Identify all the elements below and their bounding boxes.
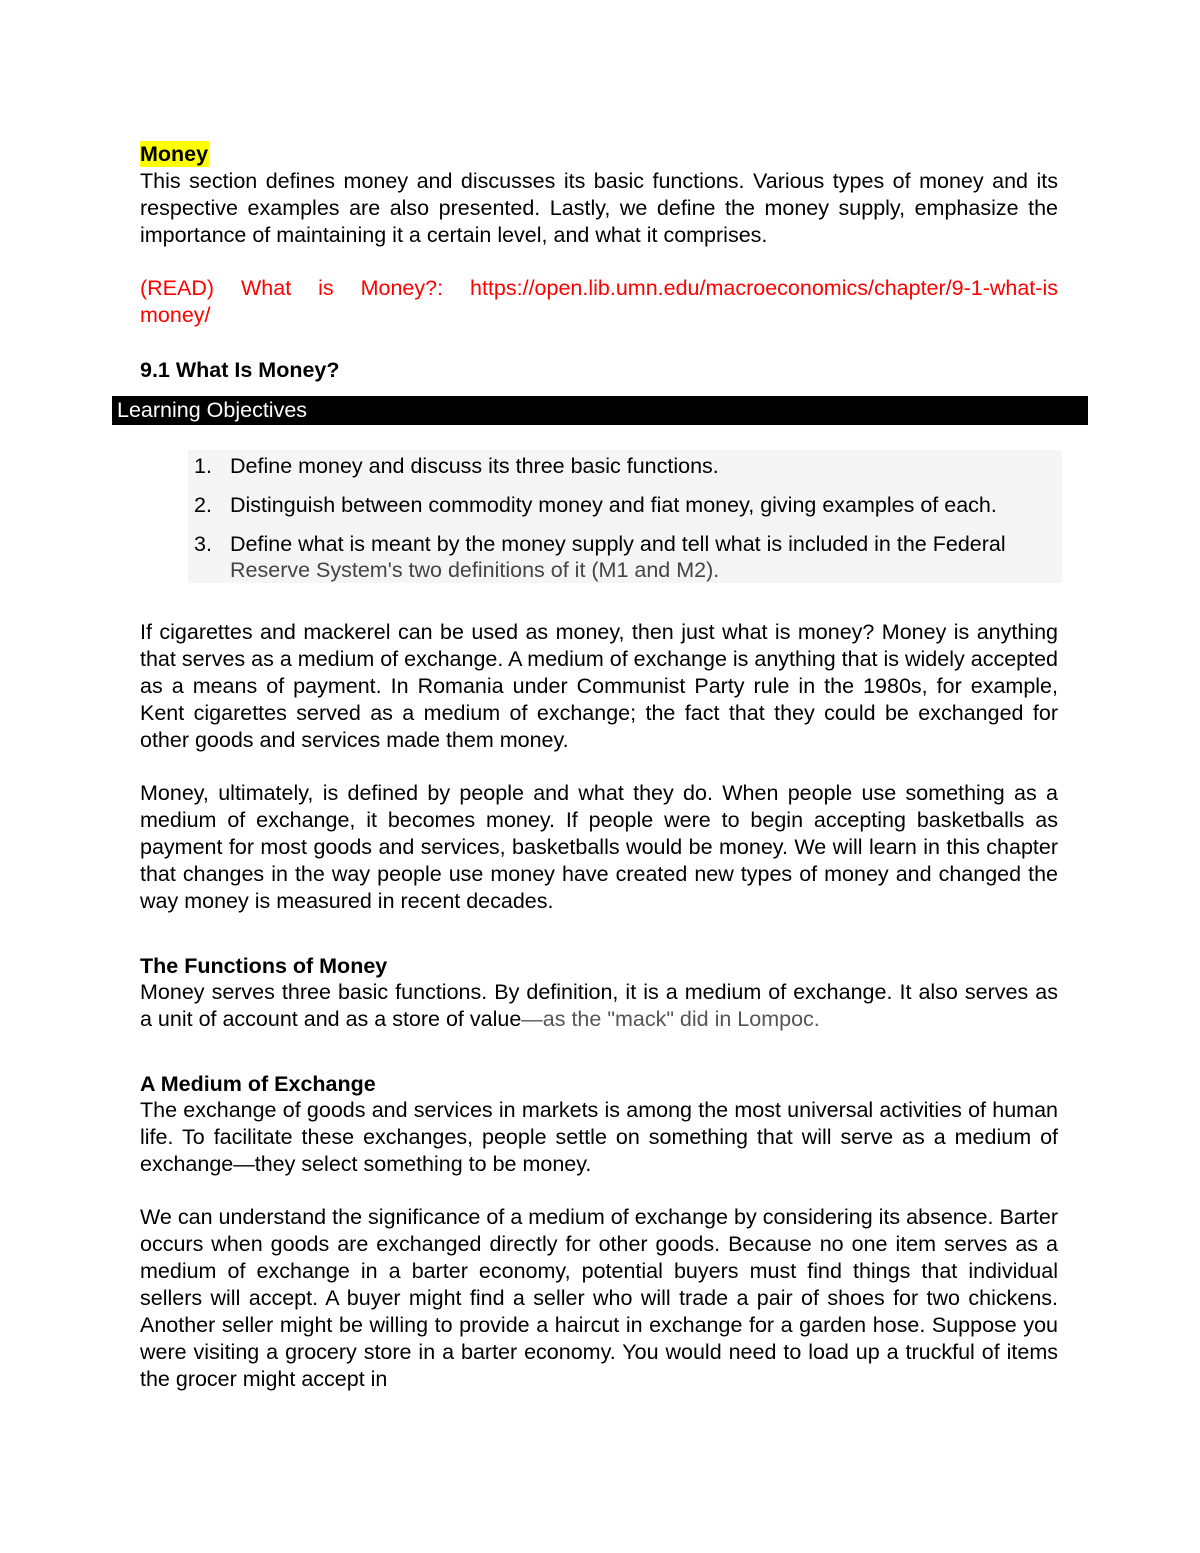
functions-title: The Functions of Money [140, 954, 388, 978]
objective-item [194, 531, 1060, 583]
functions-tail: —as the "mack" did in Lompoc. [521, 1007, 820, 1031]
objective-number: 3. [194, 532, 212, 556]
objective-item [194, 492, 1060, 518]
medium-title: A Medium of Exchange [140, 1072, 376, 1096]
section-title: 9.1 What Is Money? [140, 358, 340, 382]
read-link-url[interactable]: https://open.lib.umn.edu/macroeconomics/chapter/9-1-what-is money/ [140, 276, 1058, 327]
section-heading-money: Money [140, 142, 209, 166]
body-paragraph: Money, ultimately, is defined by people and what they do. When people use something as a medium of exchange, it becomes money. If people were to begin accepting basketballs as payment for most goods and services, basketballs would be money. We will learn in this chapter that changes in the way people use money have created new types of money and changed the way money is measured in recent decades. [140, 781, 1058, 913]
objective-number: 2. [194, 493, 212, 517]
learning-objectives-list [194, 453, 1060, 596]
body-paragraph: If cigarettes and mackerel can be used as money, then just what is money? Money is anything that serves as a medium of exchange. A medium of exchange is anything that is widely accepted as a means of payment. In Romania under Communist Party rule in the 1980s, for example, Kent cigarettes served as a medium of exchange; the fact that they could be exchanged for other goods and services made them money. [140, 620, 1058, 752]
medium-paragraph: We can understand the significance of a medium of exchange by considering its absence. Barter occurs when goods are exchanged directly for other goods. Because no one item serves as a medium of exchange in a barter economy, potential buyers must find things that individual sellers will accept. A buyer might find a seller who will trade a pair of shoes for two chickens. Another seller might be willing to provide a haircut in exchange for a garden hose. Suppose you were visiting a grocery store in a barter economy. You would need to load up a truckful of items the grocer might accept in [140, 1205, 1058, 1391]
read-link-prefix: (READ) What is Money?: [140, 276, 444, 300]
objective-text: Distinguish between commodity money and fiat money, giving examples of each. [230, 493, 997, 517]
read-link[interactable] [140, 275, 1058, 329]
objective-text: Define what is meant by the money supply and tell what is included in the Federal [230, 532, 1006, 556]
functions-paragraph [140, 979, 1058, 1033]
document-page [140, 141, 1058, 383]
intro-paragraph: This section defines money and discusses its basic functions. Various types of money and its respective examples are also presented. Lastly, we define the money supply, emphasize the importance of maintaining it a certain level, and what it comprises. [140, 169, 1058, 247]
functions-text: Money serves three basic functions. By definition, it is a medium of exchange. It also serves as a unit of account and as a store of value [140, 980, 1058, 1031]
objective-text: Define money and discuss its three basic functions. [230, 454, 719, 478]
objective-item [194, 453, 1060, 479]
objective-text-continued: Reserve System's two definitions of it (M1 and M2). [230, 558, 720, 582]
objective-number: 1. [194, 454, 212, 478]
medium-paragraph: The exchange of goods and services in markets is among the most universal activities of human life. To facilitate these exchanges, people settle on something that will serve as a medium of exchange—they select something to be money. [140, 1098, 1058, 1176]
learning-objectives-bar: Learning Objectives [112, 396, 1088, 425]
document-body [140, 619, 1058, 1393]
